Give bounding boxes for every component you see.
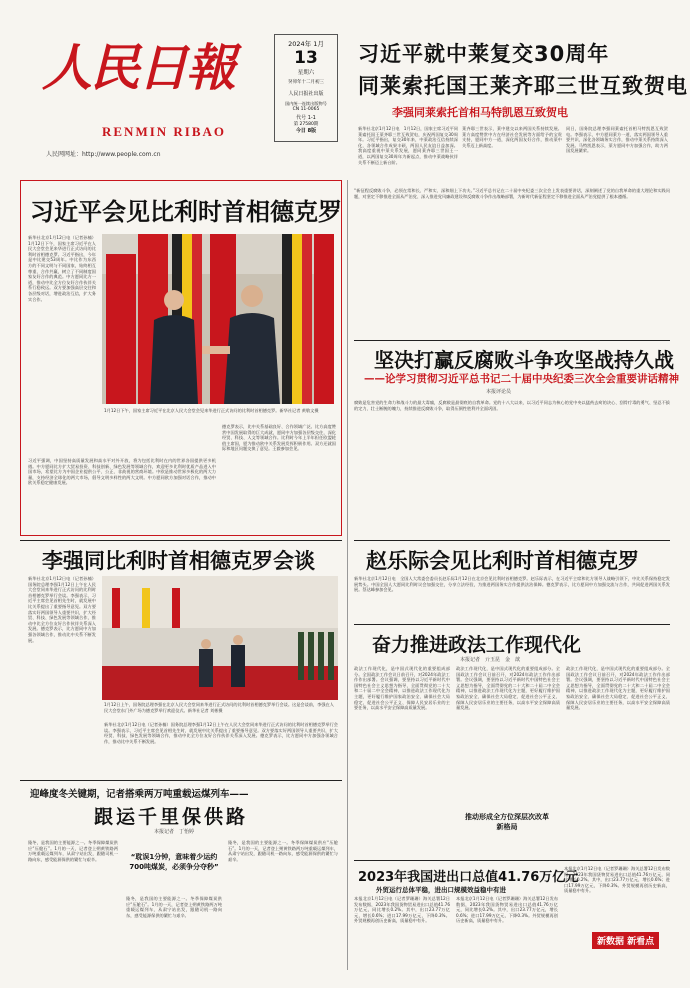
zhengfa-subhead: 推动形成全方位深层次改革新格局 (465, 813, 549, 831)
date-issue: 第 27580期 (293, 122, 319, 127)
anticorruption-subhead: ——论学习贯彻习近平总书记二十届中央纪委三次全会重要讲话精神 (364, 373, 679, 385)
divider (354, 860, 670, 861)
feature-body-bottom: 习近平强调，中国坚持高质量发展和高水平对外开放，将为包括比利时在内的世界各国提供更多机遇。中方愿同比方扩大贸易投资、科技创新、绿色发展等领域合作，欢迎更多比利时优质产品进入中国市场，希望比方为中国企业提供公平、公正、非歧视的营商环境。中欧是推动世界多极化的两大力量，支持经济全球化的两大市场，倡导文明多样性的两大文明。中方愿同欧方加强对话合作，推动中欧关系稳定健康发展。 (28, 458, 216, 486)
lead-subhead: 李强同莱索托首相马特凯恩互致贺电 (392, 106, 568, 119)
lead-body-col1: 新华社北京1月12日电 1月12日，国家主席习近平同莱索托国王莱齐耶三世互致贺电，庆祝两国复交30周年。习近平指出，复交30年来，中莱政治互信持续深化，各领域合作成果丰硕，两国人民友谊日益加深。我高度重视中莱关系发展，愿同莱齐耶三世国王一道，以两国复交30周年为新起点，推动中莱战略伙伴关系不断迈上新台阶。 (358, 126, 458, 165)
divider (354, 340, 670, 341)
liqiang-photo-graphic (102, 576, 338, 700)
divider (354, 540, 670, 541)
zhengfa-body-col1: 政法工作现代化，是中国式现代化的重要组成部分。全国政法工作会议日前召开，对2024年政法工作作出部署。会议强调，要坚持以习近平新时代中国特色社会主义思想为指导，全面贯彻党的二十大和二十届二中全会精神，以推进政法工作现代化为主题，更好履行维护国家政治安全、确保社会大局稳定、促进社会公平正义、保障人民安居乐业的主要任务，以高水平安全保障高质量发展。 (354, 666, 450, 711)
anticorruption-headline: 坚决打赢反腐败斗争攻坚战持久战 (374, 348, 674, 372)
chunyun-body-col2: 隆冬，是我国的主要能源之一。冬季保障煤炭供应“压舱石”。1月的一天，记者登上朔黄铁路两万吨重载运煤列车，从肃宁站出发，跟随司机一路向东，感受能源保供的繁忙与艰辛。 (126, 896, 222, 918)
feature-body-right: 德克罗表示，比中关系基础良好、合作领域广泛。比方高度赞赏中国发展取得的巨大成就，愿同中方加强各层级交往，深化经贸、科技、人文等领域合作。比利时今年上半年担任欧盟轮值主席国，愿为推动欧中关系发展发挥积极作用。双方还就国际和地区问题交换了意见。王毅参加会见。 (222, 424, 336, 452)
divider (20, 780, 342, 781)
date-press: 人民日报社出版 (288, 91, 324, 97)
liqiang-photo (102, 576, 338, 700)
chunyun-body-col3: 隆冬，是我国的主要能源之一。冬季保障煤炭供应“压舱石”。1月的一天，记者登上朔黄铁路两万吨重载运煤列车，从肃宁站出发，跟随司机一路向东，感受能源保供的繁忙与艰辛。 (228, 840, 338, 862)
trade-badge: 新数据 新看点 (592, 932, 659, 949)
trade-body-col1: 本报北京1月12日电（记者罗珊珊）海关总署12日发布数据，2023年我国货物贸易进出口总值41.76万亿元，同比增长0.2%。其中，出口23.77万亿元，增长0.6%；进口17.99万亿元，下降0.3%。外贸规模再创历史新高，质量稳中有升。 (354, 896, 450, 924)
masthead-pinyin: RENMIN RIBAO (102, 124, 227, 139)
trade-subhead: 外贸运行总体平稳，进出口规模效益稳中有进 (376, 886, 506, 894)
lead-headline-line2: 同莱索托国王莱齐耶三世互致贺电 (358, 74, 688, 98)
trade-body-col3: 本报北京1月12日电（记者罗珊珊）海关总署12日发布数据，2023年我国货物贸易进出口总值41.76万亿元，同比增长0.2%。其中，出口23.77万亿元，增长0.6%；进口17.99万亿元，下降0.3%。外贸规模再创历史新高，质量稳中有升。 (564, 866, 670, 894)
feature-body-left: 新华社北京1月12日电（记者孙楠）1月12日下午，国家主席习近平在人民大会堂会见来华进行正式访问的比利时首相德克罗。习近平指出，今年是中比建交53周年。中比作为东西方的不同文明与不同国家，始终相互尊重、合作共赢，树立了不同制度国家友好合作的典范。中方愿同比方一道，推动中比全方位友好合作伙伴关系行稳致远。双方要加强高层交往和各层级对话，增进政治互信，扩大务实合作。 (28, 235, 96, 302)
zhengfa-body-col2: 政法工作现代化，是中国式现代化的重要组成部分。全国政法工作会议日前召开，对2024年政法工作作出部署。会议强调，要坚持以习近平新时代中国特色社会主义思想为指导，全面贯彻党的二十大和二十届二中全会精神，以推进政法工作现代化为主题，更好履行维护国家政治安全、确保社会大局稳定、促进社会公平正义、保障人民安居乐业的主要任务，以高水平安全保障高质量发展。 (456, 666, 560, 711)
chunyun-headline: 跟运千里保供路 (94, 806, 249, 828)
chunyun-quote: “耽误1分钟，意味着少运约700吨煤炭，必须争分夺秒” (129, 853, 219, 871)
trade-body-col2: 本报北京1月12日电（记者罗珊珊）海关总署12日发布数据，2023年我国货物贸易进出口总值41.76万亿元，同比增长0.2%。其中，出口23.77万亿元，增长0.6%；进口17.99万亿元，下降0.3%。外贸规模再创历史新高，质量稳中有升。 (456, 896, 558, 924)
zhengfa-byline: 本报记者 亓玉昆 金 歆 (460, 657, 521, 663)
anticorruption-body-top: “新征程反腐败斗争，必须在常和长、严和实、深和细上下功夫。”习近平总书记在二十届中央纪委三次全会上发表重要讲话，深刻阐述了党的自我革命的重大理论和实践问题，对坚定不移推进全面从严治党、深入推进党风廉政建设和反腐败斗争作出战略部署，为新时代新征程坚定不移推进全面从严治党提供了根本遵循。 (354, 188, 670, 199)
masthead-logo: 人民日報 (42, 38, 234, 97)
divider (354, 624, 670, 625)
date-day: 13 (294, 48, 318, 68)
website-url: 人民网网址：http://www.people.com.cn (46, 151, 161, 158)
date-weekday: 星期六 (297, 70, 315, 76)
feature-photo-graphic (102, 234, 334, 404)
liqiang-headline: 李强同比利时首相德克罗会谈 (42, 549, 315, 573)
chunyun-byline: 本报记者 丁怡婷 (154, 829, 195, 835)
date-year-month: 2024年 1月 (288, 40, 324, 48)
date-pages: 今日 8版 (295, 128, 317, 134)
lead-body-col3: 同日，国务院总理李强同莱索托首相马特凯恩互致贺电。李强表示，中方愿同莱方一道，落实两国领导人重要共识，深化各领域务实合作，推动中莱关系持续深入发展。马特凯恩表示，莱方愿同中方加强合作，助力两国发展繁荣。 (566, 126, 668, 154)
lead-headline-line1: 习近平就中莱复交30周年 (358, 42, 610, 66)
feature-caption: 1月12日下午，国家主席习近平在北京人民大会堂会见来华进行正式访问的比利时首相德克罗。新华社记者 黄敬文摄 (104, 408, 319, 413)
zhengfa-headline: 奋力推进政法工作现代化 (372, 634, 582, 656)
zhaoleji-body: 新华社北京1月12日电 全国人大常委会委员长赵乐际1月12日在北京会见比利时首相德克罗。赵乐际表示，在习近平主席和比方领导人战略引领下，中比关系保持稳定发展势头。中国全国人大愿同比利时议会加强交往，分享立法经验，为推进两国务实合作提供法治保障。德克罗表示，比方愿同中方加强交流与合作，共同促进两国关系发展。蔡达峰参加会见。 (354, 576, 670, 593)
liqiang-body: 新华社北京1月12日电（记者孙楠）国务院总理李强1月12日上午在人民大会堂同来华进行正式访问的比利时首相德克罗举行会谈。李强表示，习近平主席会见首相先生时，就发展中比关系提出了重要指导意见。双方要落实好两国领导人重要共识，扩大经贸、科技、绿色发展等领域合作，推动中比全方位友好合作伙伴关系深入发展。德克罗表示，比方愿同中方加强各领域合作，推动比中关系不断发展。 (28, 576, 96, 643)
feature-photo (102, 234, 334, 404)
date-serial: 国内统一连续出版物号 (285, 101, 327, 106)
date-lunar: 癸卯年十二月初三 (288, 80, 324, 85)
feature-headline: 习近平会见比利时首相德克罗 (30, 198, 342, 226)
anticorruption-body: 腐败是危害党的生命力和战斗力的最大毒瘤，反腐败是最彻底的自我革命。党的十八大以来，以习近平同志为核心的党中央以猛药去疴的决心、刮骨疗毒的勇气、坚忍不拔的定力、壮士断腕的魄力，持续推进反腐败斗争，取得压倒性胜利并全面巩固。 (354, 400, 670, 411)
divider (20, 540, 342, 541)
anticorruption-byline: 本报评论员 (486, 389, 512, 395)
liqiang-body-2: 新华社北京1月12日电（记者孙楠）国务院总理李强1月12日上午在人民大会堂同来华进行正式访问的比利时首相德克罗举行会谈。李强表示，习近平主席会见首相先生时，就发展中比关系提出了重要指导意见。双方要落实好两国领导人重要共识，扩大经贸、科技、绿色发展等领域合作，推动中比全方位友好合作伙伴关系深入发展。德克罗表示，比方愿同中方加强各领域合作，推动比中关系不断发展。 (104, 722, 338, 744)
zhaoleji-headline: 赵乐际会见比利时首相德克罗 (366, 549, 639, 573)
chunyun-kicker: 迎峰度冬关键期，记者搭乘两万吨重载运煤列车—— (30, 789, 249, 800)
date-box (274, 34, 338, 142)
chunyun-body-col1: 隆冬，是我国的主要能源之一。冬季保障煤炭供应“压舱石”。1月的一天，记者登上朔黄铁路两万吨重载运煤列车，从肃宁站出发，跟随司机一路向东，感受能源保供的繁忙与艰辛。 (28, 840, 118, 862)
date-cn: CN 11-0065 (292, 107, 320, 112)
lead-body-col2: 莱齐耶三世表示，莱中建交以来两国关系持续发展。莱方高度赞赏中方在经济社会发展等方面给予的宝贵支持，愿同中方一道，深化两国友好合作，推动莱中关系迈上新高度。 (462, 126, 562, 148)
column-divider (347, 180, 348, 970)
zhengfa-body-col3: 政法工作现代化，是中国式现代化的重要组成部分。全国政法工作会议日前召开，对2024年政法工作作出部署。会议强调，要坚持以习近平新时代中国特色社会主义思想为指导，全面贯彻党的二十大和二十届二中全会精神，以推进政法工作现代化为主题，更好履行维护国家政治安全、确保社会大局稳定、促进社会公平正义、保障人民安居乐业的主要任务，以高水平安全保障高质量发展。 (566, 666, 670, 711)
liqiang-caption: 1月12日上午，国务院总理李强在北京人民大会堂同来华进行正式访问的比利时首相德克罗举行会谈。这是会谈前，李强在人民大会堂东门外广场为德克罗举行欢迎仪式。新华社记者 刘彬摄 (104, 702, 334, 713)
trade-headline: 2023年我国进出口总值41.76万亿元 (358, 870, 579, 885)
date-code: 代号 1-1 (296, 115, 316, 121)
